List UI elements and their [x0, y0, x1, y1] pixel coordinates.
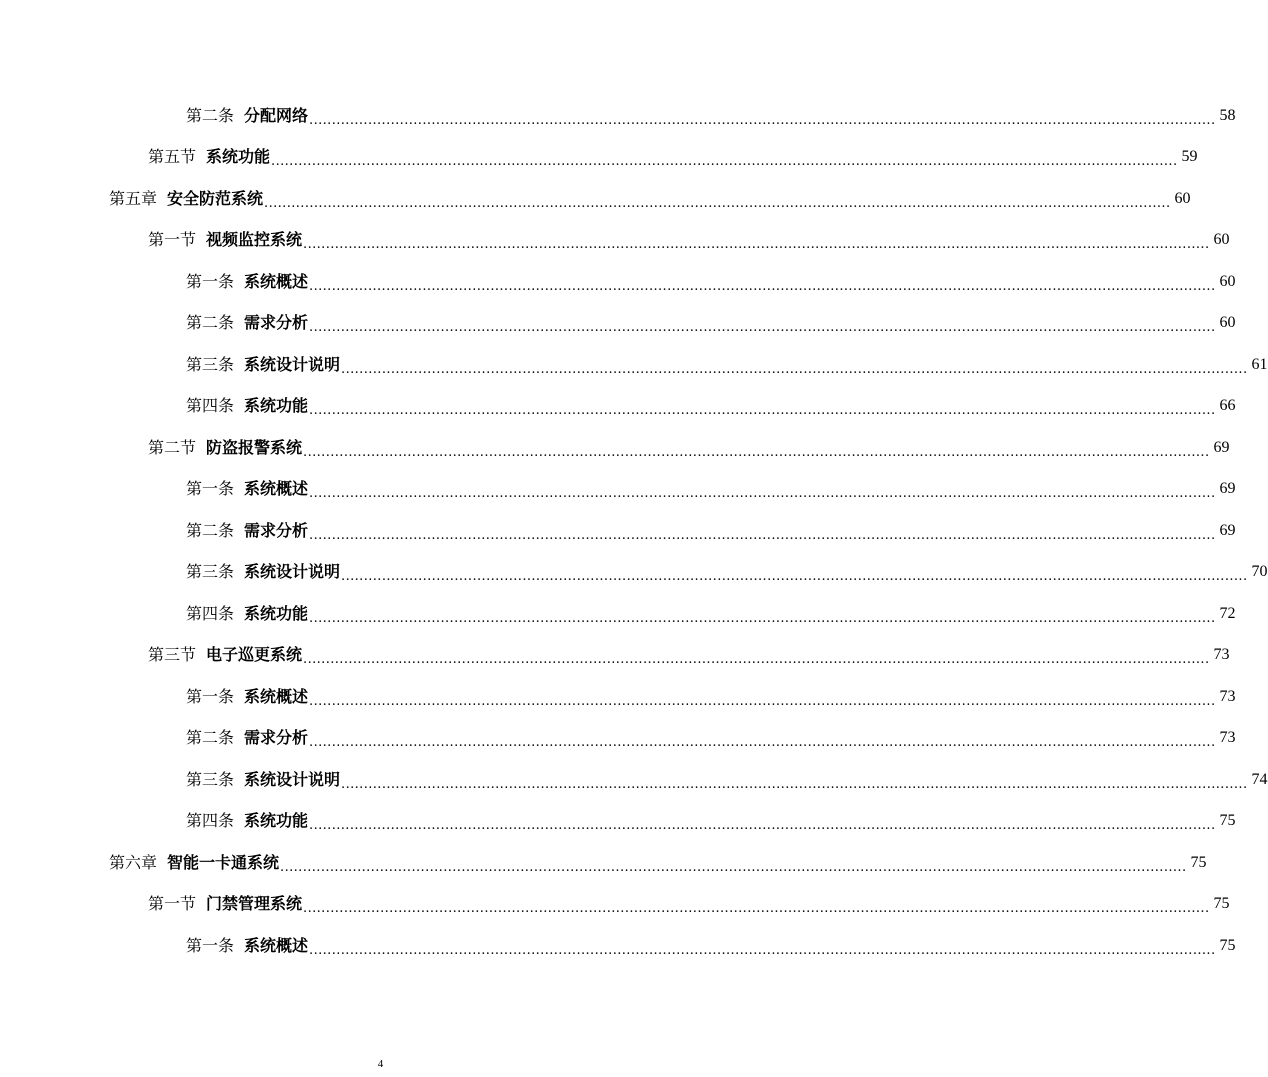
toc-leader-dots: ........................................................................................................................................................................................................	[264, 195, 1171, 211]
toc-entry-page: 60	[1213, 231, 1230, 249]
toc-entry-number: 第二条	[186, 520, 235, 540]
toc-entry-title: 系统设计说明	[244, 562, 341, 582]
toc-entry-title: 需求分析	[244, 313, 309, 333]
toc-entry-title: 系统概述	[244, 271, 309, 291]
toc-entry-page: 72	[1219, 604, 1236, 622]
toc-entry-page: 74	[1251, 770, 1268, 788]
toc-entry[interactable]	[0, 593, 1236, 635]
toc-entry-page: 70	[1251, 563, 1268, 581]
toc-leader-dots: ........................................................................................................................................................................................................	[303, 652, 1210, 667]
toc-entry-page: 75	[1213, 895, 1230, 913]
toc-entry-title: 防盗报警系统	[206, 437, 303, 457]
toc-entry-page: 75	[1190, 853, 1207, 871]
toc-entry-number: 第二节	[148, 437, 197, 457]
toc-entry-title: 需求分析	[244, 728, 309, 748]
toc-leader-dots: ........................................................................................................................................................................................................	[309, 818, 1216, 833]
toc-entry-page: 75	[1219, 936, 1236, 954]
toc-entry-title: 视频监控系统	[206, 230, 303, 250]
toc-entry-number: 第三条	[186, 769, 235, 789]
toc-entry-number: 第四条	[186, 603, 235, 623]
toc-entry[interactable]	[0, 925, 1236, 967]
toc-entry[interactable]	[0, 884, 1230, 926]
toc-entry-number: 第一条	[186, 479, 235, 499]
toc-entry-title: 智能一卡通系统	[167, 852, 280, 872]
toc-leader-dots: ........................................................................................................................................................................................................	[309, 112, 1216, 128]
toc-entry-page: 59	[1181, 148, 1198, 166]
toc-entry-page: 61	[1251, 355, 1268, 373]
toc-entry-title: 系统概述	[244, 935, 309, 955]
toc-entry-number: 第三条	[186, 354, 235, 374]
toc-entry-page: 69	[1213, 438, 1230, 456]
toc-entry[interactable]	[0, 635, 1230, 677]
toc-leader-dots: ........................................................................................................................................................................................................	[280, 859, 1187, 875]
toc-entry-title: 系统设计说明	[244, 354, 341, 374]
toc-entry-page: 73	[1219, 729, 1236, 747]
toc-entry-title: 系统功能	[206, 147, 271, 167]
page-number: 4	[377, 1058, 384, 1070]
toc-entry-page: 75	[1219, 812, 1236, 830]
toc-entry[interactable]	[0, 261, 1236, 303]
toc-entry-title: 门禁管理系统	[206, 894, 303, 914]
toc-entry-title: 系统概述	[244, 686, 309, 706]
toc-entry-title: 安全防范系统	[167, 188, 264, 208]
toc-entry[interactable]	[0, 842, 1207, 884]
toc-entry[interactable]	[0, 303, 1236, 345]
toc-entry[interactable]	[0, 344, 1268, 386]
toc-entry-page: 66	[1219, 397, 1236, 415]
toc-entry-page: 60	[1219, 272, 1236, 290]
toc-entry-title: 需求分析	[244, 520, 309, 540]
toc-leader-dots: ........................................................................................................................................................................................................	[309, 942, 1216, 958]
toc-entry-number: 第一条	[186, 686, 235, 706]
toc-entry-page: 58	[1219, 106, 1236, 124]
toc-entry-number: 第二条	[186, 728, 235, 748]
toc-entry-title: 分配网络	[244, 105, 309, 125]
toc-entry-number: 第五章	[109, 188, 158, 208]
toc-entry-number: 第四条	[186, 811, 235, 831]
toc-entry-number: 第五节	[148, 147, 197, 167]
toc-entry[interactable]	[0, 427, 1230, 469]
toc-leader-dots: ........................................................................................................................................................................................................	[309, 403, 1216, 418]
toc-leader-dots: ........................................................................................................................................................................................................	[341, 569, 1248, 584]
toc-leader-dots: ........................................................................................................................................................................................................	[309, 486, 1216, 501]
toc-leader-dots: ........................................................................................................................................................................................................	[309, 527, 1216, 543]
toc-entry[interactable]	[0, 801, 1236, 843]
toc-entry-page: 69	[1219, 480, 1236, 498]
toc-entry-page: 60	[1174, 189, 1191, 207]
toc-leader-dots: ........................................................................................................................................................................................................	[303, 901, 1210, 916]
toc-entry-number: 第二条	[186, 313, 235, 333]
toc-leader-dots: ........................................................................................................................................................................................................	[303, 237, 1210, 252]
toc-entry-title: 系统设计说明	[244, 769, 341, 789]
toc-leader-dots: ........................................................................................................................................................................................................	[341, 776, 1248, 792]
toc-entry-number: 第六章	[109, 852, 158, 872]
toc-leader-dots: ........................................................................................................................................................................................................	[309, 278, 1216, 294]
toc-leader-dots: ........................................................................................................................................................................................................	[309, 320, 1216, 335]
toc-leader-dots: ........................................................................................................................................................................................................	[309, 693, 1216, 709]
toc-leader-dots: ........................................................................................................................................................................................................	[341, 361, 1248, 377]
toc-entry-page: 73	[1219, 687, 1236, 705]
toc-entry-number: 第一条	[186, 271, 235, 291]
toc-entry-page: 60	[1219, 314, 1236, 332]
toc-entry[interactable]	[0, 386, 1236, 428]
toc-entry-number: 第三条	[186, 562, 235, 582]
toc-leader-dots: ........................................................................................................................................................................................................	[303, 444, 1210, 460]
toc-entry-number: 第三节	[148, 645, 197, 665]
toc-entry-number: 第四条	[186, 396, 235, 416]
table-of-contents	[0, 95, 1268, 967]
toc-entry[interactable]	[0, 676, 1236, 718]
toc-entry[interactable]	[0, 759, 1268, 801]
toc-entry-number: 第一条	[186, 935, 235, 955]
toc-entry[interactable]	[0, 469, 1236, 511]
toc-leader-dots: ........................................................................................................................................................................................................	[309, 610, 1216, 626]
toc-entry[interactable]	[0, 178, 1191, 220]
toc-entry-title: 电子巡更系统	[206, 645, 303, 665]
toc-entry-number: 第二条	[186, 105, 235, 125]
toc-entry[interactable]	[0, 510, 1236, 552]
toc-entry[interactable]	[0, 220, 1230, 262]
toc-leader-dots: ........................................................................................................................................................................................................	[309, 735, 1216, 750]
toc-entry[interactable]	[0, 95, 1236, 137]
toc-entry-title: 系统功能	[244, 603, 309, 623]
toc-entry-title: 系统概述	[244, 479, 309, 499]
toc-entry-title: 系统功能	[244, 396, 309, 416]
toc-entry-number: 第一节	[148, 894, 197, 914]
toc-entry[interactable]	[0, 718, 1236, 760]
toc-entry-title: 系统功能	[244, 811, 309, 831]
toc-entry-number: 第一节	[148, 230, 197, 250]
toc-entry[interactable]	[0, 552, 1268, 594]
toc-entry-page: 73	[1213, 646, 1230, 664]
toc-leader-dots: ........................................................................................................................................................................................................	[271, 154, 1178, 169]
toc-entry-page: 69	[1219, 521, 1236, 539]
toc-entry[interactable]	[0, 137, 1198, 179]
